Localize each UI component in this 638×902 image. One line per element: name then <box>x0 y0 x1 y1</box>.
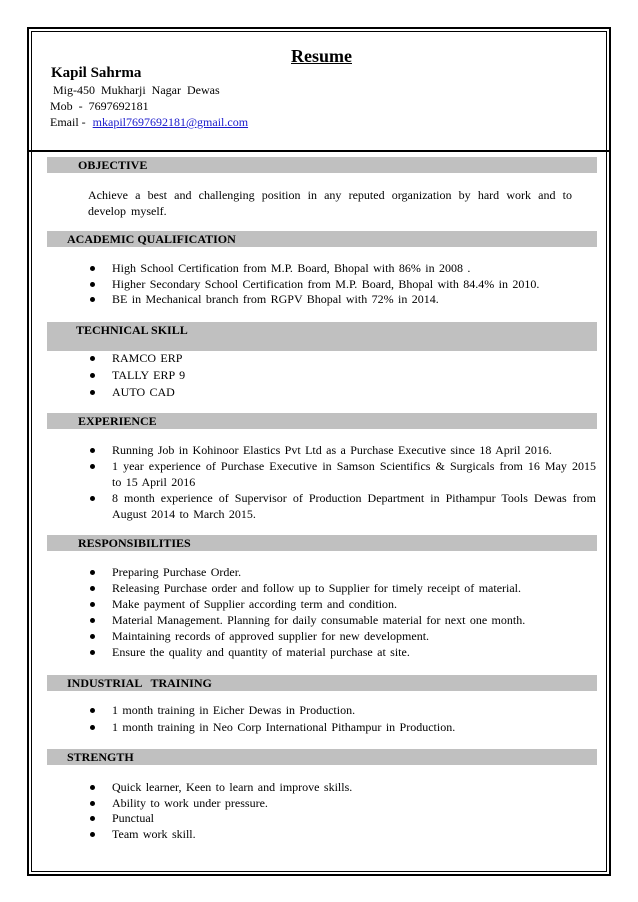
list-item-text: AUTO CAD <box>112 385 175 399</box>
list-item <box>0 719 596 736</box>
list-item-text: Material Management. Planning for daily consumable material for next one month. <box>112 613 526 627</box>
bullet-icon <box>90 816 95 821</box>
list-item <box>0 350 596 367</box>
bullet-icon <box>90 650 95 655</box>
bullet-icon <box>90 464 95 469</box>
address-line: Mig-450 Mukharji Nagar Dewas <box>53 83 220 97</box>
training-heading: INDUSTRIAL TRAINING <box>67 676 212 690</box>
list-item-text: RAMCO ERP <box>112 351 183 365</box>
list-item-text: Ability to work under pressure. <box>112 795 268 810</box>
list-item <box>0 644 596 660</box>
experience-heading-bar <box>47 413 597 429</box>
list-item-text: Punctual <box>112 811 154 825</box>
academic-heading: ACADEMIC QUALIFICATION <box>67 232 236 246</box>
objective-heading: OBJECTIVE <box>78 158 148 172</box>
email-line <box>50 114 248 130</box>
strength-heading-bar <box>47 749 597 765</box>
list-item <box>0 702 596 719</box>
technical-heading: TECHNICAL SKILL <box>76 323 188 337</box>
bullet-icon <box>90 448 95 453</box>
list-item-text: Maintaining records of approved supplier for new development. <box>112 629 430 643</box>
list-item-text: High School Certification from M.P. Board, Bhopal with 86% in 2008 . <box>112 261 471 275</box>
bullet-icon <box>90 618 95 623</box>
bullet-icon <box>90 785 95 790</box>
list-item-text: Preparing Purchase Order. <box>112 565 242 579</box>
list-item <box>0 780 596 796</box>
list-item <box>0 490 596 522</box>
list-item <box>0 442 596 458</box>
list-item <box>0 458 596 490</box>
list-item-text: Running Job in Kohinoor Elastics Pvt Ltd as a Purchase Executive since 18 April 2016. <box>112 443 552 457</box>
bullet-icon <box>90 266 95 271</box>
mobile-line: Mob - 7697692181 <box>50 99 149 113</box>
list-item <box>0 384 596 401</box>
training-list <box>0 702 596 736</box>
bullet-icon <box>90 297 95 302</box>
training-heading-bar <box>47 675 597 691</box>
list-item-text: Quick learner, Keen to learn and improve skills. <box>112 780 353 794</box>
bullet-icon <box>90 570 95 575</box>
list-item-text: 8 month experience of Supervisor of Production Department in Pithampur Tools Dewas from August 2014 to March 2015. <box>112 491 596 521</box>
list-item <box>0 811 596 827</box>
list-item-text: 1 year experience of Purchase Executive in Samson Scientifics & Surgicals from 16 May 2015 to 15 April 2016 <box>112 459 596 489</box>
technical-heading-bar <box>47 322 597 351</box>
strength-heading: STRENGTH <box>67 750 134 764</box>
bullet-icon <box>90 708 95 713</box>
list-item <box>0 827 596 843</box>
list-item <box>0 292 596 308</box>
header-divider <box>29 150 609 152</box>
list-item <box>0 612 596 628</box>
objective-text: Achieve a best and challenging position in any reputed organization by hard work and to develop myself. <box>88 188 572 218</box>
experience-list <box>0 442 596 522</box>
list-item-text: Team work skill. <box>112 826 196 841</box>
list-item <box>0 596 596 612</box>
bullet-icon <box>90 390 95 395</box>
list-item <box>0 628 596 644</box>
technical-list <box>0 350 596 401</box>
experience-heading: EXPERIENCE <box>78 414 157 428</box>
list-item-text: Ensure the quality and quantity of material purchase at site. <box>112 645 410 659</box>
bullet-icon <box>90 356 95 361</box>
bullet-icon <box>90 373 95 378</box>
responsibilities-heading: RESPONSIBILITIES <box>78 536 191 550</box>
list-item-text: TALLY ERP 9 <box>112 368 186 382</box>
list-item-text: 1 month training in Neo Corp International Pithampur in Production. <box>112 720 456 734</box>
bullet-icon <box>90 832 95 837</box>
email-label: Email - <box>50 115 86 129</box>
bullet-icon <box>90 602 95 607</box>
list-item <box>0 796 596 812</box>
list-item-text: BE in Mechanical branch from RGPV Bhopal with 72% in 2014. <box>112 292 439 306</box>
list-item-text: Higher Secondary School Certification from M.P. Board, Bhopal with 84.4% in 2010. <box>112 276 540 291</box>
list-item-text: Make payment of Supplier according term and condition. <box>112 597 398 611</box>
list-item <box>0 580 596 596</box>
responsibilities-heading-bar <box>47 535 597 551</box>
academic-list <box>0 261 596 308</box>
document-title: Resume <box>291 46 352 66</box>
email-link[interactable]: mkapil7697692181@gmail.com <box>92 115 249 129</box>
responsibilities-list <box>0 564 596 660</box>
candidate-name: Kapil Sahrma <box>51 65 142 81</box>
objective-heading-bar <box>47 157 597 173</box>
bullet-icon <box>90 725 95 730</box>
bullet-icon <box>90 282 95 287</box>
bullet-icon <box>90 586 95 591</box>
bullet-icon <box>90 634 95 639</box>
strength-list <box>0 780 596 842</box>
bullet-icon <box>90 801 95 806</box>
list-item <box>0 367 596 384</box>
list-item <box>0 261 596 277</box>
academic-heading-bar <box>47 231 597 247</box>
list-item-text: 1 month training in Eicher Dewas in Production. <box>112 703 356 717</box>
list-item <box>0 564 596 580</box>
bullet-icon <box>90 496 95 501</box>
list-item <box>0 277 596 293</box>
list-item-text: Releasing Purchase order and follow up to Supplier for timely receipt of material. <box>112 581 522 595</box>
